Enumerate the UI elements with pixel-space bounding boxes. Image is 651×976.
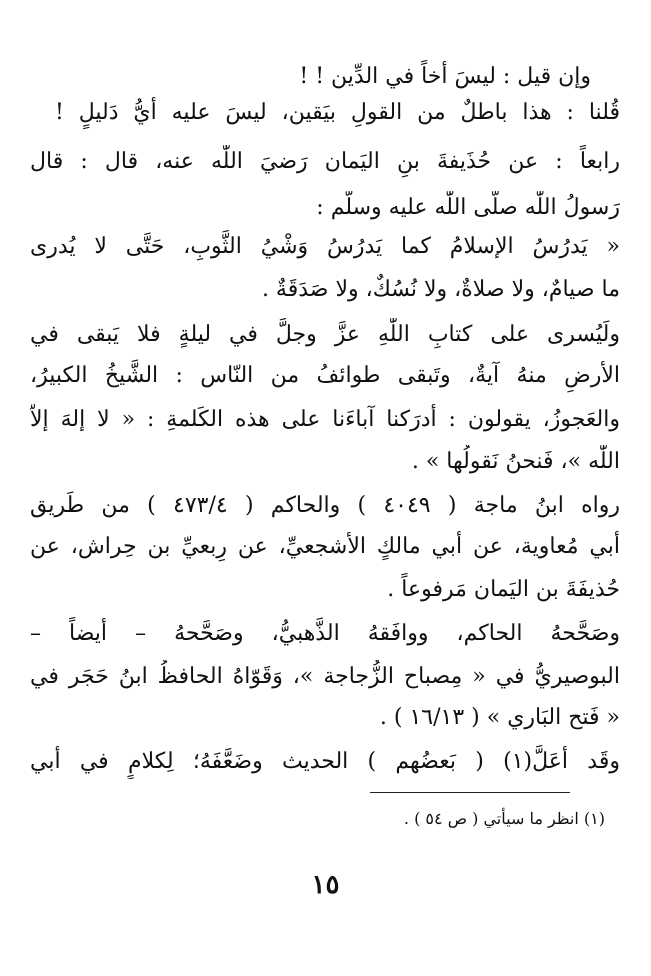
text-line-15: البوصيريُّ في « مِصباح الزُّجاجة »، وَقَوّاهُ الحافظُ ابنُ حَجَر في [30, 664, 620, 689]
text-line-12: أبي مُعاوية، عن أبي مالكٍ الأشجعيِّ، عن رِبعيِّ بن حِراش، عن [30, 534, 620, 559]
text-line-9: والعَجوزُ، يقولون : أدرَكنا آباءَنا على هذه الكَلمةِ : « لا إلهَ إلاّ [30, 407, 620, 432]
footnote: (١) انظر ما سيأتي ( ص ٥٤ ) . [403, 809, 605, 828]
text-line-13: حُذيفَةَ بن اليَمان مَرفوعاً . [387, 577, 620, 602]
text-line-5: « يَدرُسُ الإسلامُ كما يَدرُسُ وَشْيُ الثَّوبِ، حَتَّى لا يُدرى [30, 234, 620, 259]
text-line-3: رابعاً : عن حُذَيفةَ بنِ اليَمان رَضيَ اللّٰه عنه، قال : قال [30, 149, 620, 174]
text-line-8: الأرضِ منهُ آيةٌ، وتَبقى طوائفُ من النّاس : الشَّيخُ الكبيرُ، [30, 363, 620, 388]
text-line-1: وإن قيل : ليسَ أخاً في الدِّين ! ! [299, 64, 591, 89]
text-line-14: وصَحَّحهُ الحاكم، ووافَقهُ الذَّهبيُّ، وصَحَّحهُ – أيضاً – [30, 621, 620, 646]
text-line-7: ولَيُسرى على كتابِ اللّٰهِ عزَّ وجلَّ في ليلةٍ فلا يَبقى في [30, 322, 620, 347]
text-line-4: رَسولُ اللّٰه صلّى اللّٰه عليه وسلّم : [316, 195, 620, 220]
footnote-separator [370, 792, 570, 793]
text-line-10: اللّٰه »، فَنحنُ نَقولُها » . [411, 449, 620, 474]
text-line-16: « فَتح البَاري » ( ١٦/١٣ ) . [379, 705, 620, 730]
text-line-2: قُلنا : هذا باطلٌ من القولِ بيَقين، ليسَ عليه أيُّ دَليلٍ ! [55, 100, 620, 125]
text-line-11: رواه ابنُ ماجة ( ٤٠٤٩ ) والحاكم ( ٤٧٣/٤ ) من طَريق [30, 493, 620, 518]
text-line-6: ما صيامٌ، ولا صلاةٌ، ولا نُسُكٌ، ولا صَدَقَةٌ . [261, 277, 620, 302]
text-line-17: وقَد أعَلَّ(١) ( بَعضُهم ) الحديث وضَعَّفَهُ؛ لِكلامٍ في أبي [30, 749, 620, 774]
page-number: ١٥ [311, 870, 340, 900]
